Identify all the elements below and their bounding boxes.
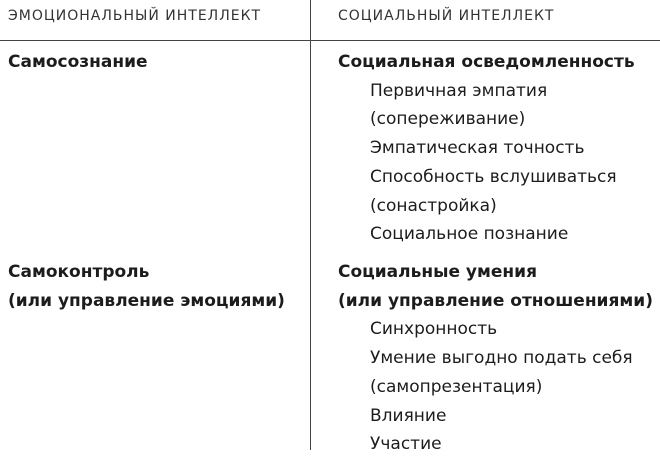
list-item: Умение выгодно подать себя [370,348,633,369]
list-item: (сонастройка) [370,195,497,216]
list-item: Синхронность [370,319,498,340]
row2-left-cell [8,258,304,315]
list-item: (сопереживание) [370,109,526,130]
row1-left-cell [8,48,304,77]
row1-right-cell [338,48,658,249]
list-item: Первичная эмпатия [370,80,548,101]
list-item: Влияние [370,405,447,426]
header-social-intelligence: СОЦИАЛЬНЫЙ ИНТЕЛЛЕКТ [338,8,555,24]
header-emotional-intelligence: ЭМОЦИОНАЛЬНЫЙ ИНТЕЛЛЕКТ [8,8,262,24]
category-self-awareness: Самосознание [8,52,148,72]
category-self-management-note: (или управление эмоциями) [8,290,285,311]
list-item: Эмпатическая точность [370,138,585,159]
row2-right-cell [338,258,658,459]
category-social-awareness: Социальная осведомленность [338,52,635,72]
category-social-skills: Социальные умения [338,262,537,282]
column-divider [310,0,311,450]
list-item: (самопрезентация) [370,376,543,397]
category-self-management: Самоконтроль [8,262,150,282]
header-divider [0,40,660,41]
list-item: Способность вслушиваться [370,166,617,187]
list-item: Участие [370,434,442,455]
list-item: Социальное познание [370,224,569,245]
category-social-skills-note: (или управление отношениями) [338,290,653,311]
